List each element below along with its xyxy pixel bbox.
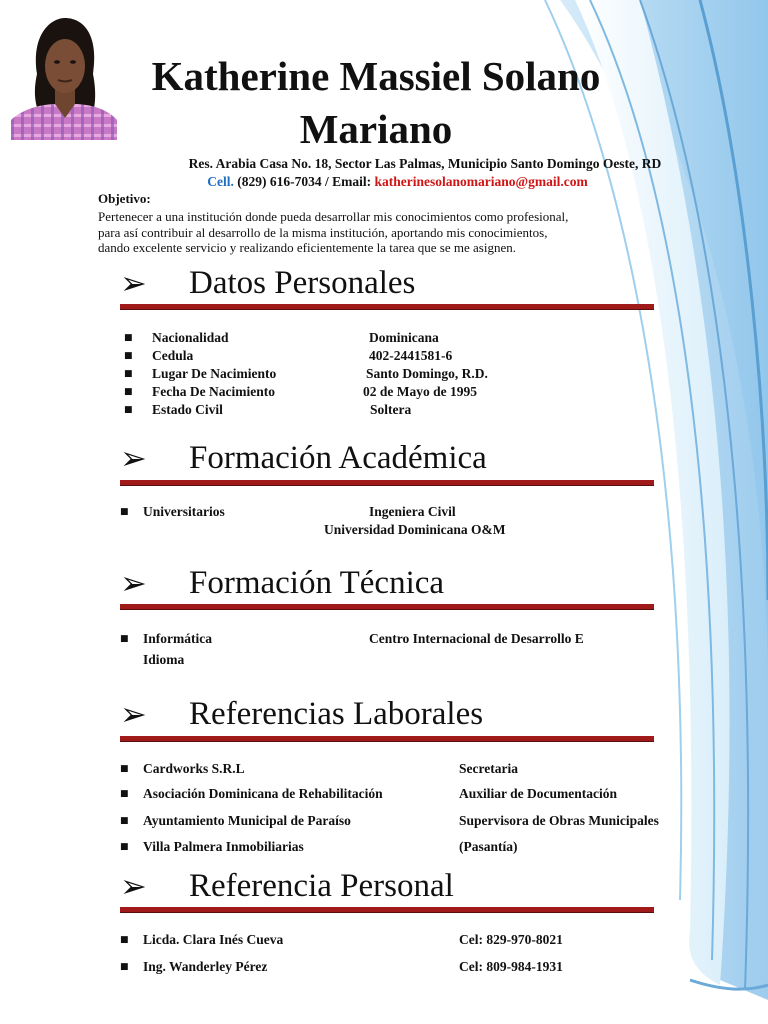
section-arrow-icon: ➢ [120, 564, 147, 602]
bullet-icon: ■ [120, 507, 129, 517]
section-divider [120, 304, 654, 310]
work-company: Ayuntamiento Municipal de Paraíso [143, 813, 351, 828]
section-title-datos-personales: Datos Personales [189, 265, 416, 301]
objective-title: Objetivo: [98, 191, 151, 206]
field-label: Lugar De Nacimiento [152, 366, 277, 381]
field-label: Nacionalidad [152, 330, 229, 345]
field-value: 402-2441581-6 [369, 348, 453, 363]
field-value: Soltera [370, 402, 412, 417]
bullet-icon: ■ [124, 405, 133, 415]
email-label: / Email: [325, 174, 372, 189]
work-company: Villa Palmera Inmobiliarias [143, 839, 304, 854]
cell-label: Cell. [207, 174, 234, 189]
reference-name: Licda. Clara Inés Cueva [143, 932, 284, 947]
education-degree: Ingeniera Civil [369, 504, 456, 519]
section-title-referencias-laborales: Referencias Laborales [189, 696, 484, 732]
reference-phone: Cel: 829-970-8021 [459, 932, 563, 947]
field-label: Cedula [152, 348, 194, 363]
bullet-icon: ■ [124, 369, 133, 379]
section-divider [120, 604, 654, 610]
contact-line [100, 173, 695, 191]
reference-phone: Cel: 809-984-1931 [459, 959, 563, 974]
section-divider [120, 907, 654, 913]
section-arrow-icon: ➢ [120, 695, 147, 733]
objective-text [98, 209, 658, 256]
section-arrow-icon: ➢ [120, 264, 147, 302]
reference-name: Ing. Wanderley Pérez [143, 959, 268, 974]
bullet-icon: ■ [124, 333, 133, 343]
section-divider [120, 480, 654, 486]
work-role: (Pasantía) [459, 839, 518, 854]
technical-label: Informática [143, 631, 212, 646]
field-label: Fecha De Nacimiento [152, 384, 275, 399]
section-arrow-icon: ➢ [120, 867, 147, 905]
bullet-icon: ■ [120, 962, 129, 972]
section-divider [120, 736, 654, 742]
field-value: Dominicana [369, 330, 439, 345]
work-company: Cardworks S.R.L [143, 761, 245, 776]
work-role: Supervisora de Obras Municipales [459, 813, 659, 828]
objective-line: para así contribuir al desarrollo de la misma institución, aportando mis conocimientos, [98, 224, 548, 240]
work-company: Asociación Dominicana de Rehabilitación [143, 786, 383, 801]
section-title-formacion-academica: Formación Académica [189, 440, 487, 476]
bullet-icon: ■ [120, 816, 129, 826]
bullet-icon: ■ [120, 764, 129, 774]
education-school: Universidad Dominicana O&M [324, 522, 506, 537]
technical-institution-cont: Idioma [143, 652, 185, 667]
bullet-icon: ■ [120, 842, 129, 852]
field-value: Santo Domingo, R.D. [366, 366, 488, 381]
section-title-formacion-tecnica: Formación Técnica [189, 565, 445, 601]
section-arrow-icon: ➢ [120, 439, 147, 477]
candidate-name: Katherine Massiel Solano Mariano [151, 53, 601, 152]
bullet-icon: ■ [120, 634, 129, 644]
objective-line: Pertenecer a una institución donde pueda desarrollar mis conocimientos como profesional, [98, 209, 569, 224]
phone-number: (829) 616-7034 [237, 174, 322, 189]
work-role: Secretaria [459, 761, 518, 776]
technical-institution: Centro Internacional de Desarrollo E [369, 631, 584, 646]
bullet-icon: ■ [120, 789, 129, 799]
address: Res. Arabia Casa No. 18, Sector Las Palmas, Municipio Santo Domingo Oeste, RD [188, 156, 662, 171]
field-value: 02 de Mayo de 1995 [363, 384, 477, 399]
bullet-icon: ■ [120, 935, 129, 945]
email-link[interactable]: katherinesolanomariano@gmail.com [374, 174, 588, 189]
objective-line: dando excelente servicio y realizando eficientemente la tarea que se me asignen. [98, 240, 516, 255]
work-role: Auxiliar de Documentación [459, 786, 617, 801]
bullet-icon: ■ [124, 387, 133, 397]
bullet-icon: ■ [124, 351, 133, 361]
field-label: Estado Civil [152, 402, 223, 417]
education-label: Universitarios [143, 504, 225, 519]
section-title-referencia-personal: Referencia Personal [189, 868, 454, 904]
